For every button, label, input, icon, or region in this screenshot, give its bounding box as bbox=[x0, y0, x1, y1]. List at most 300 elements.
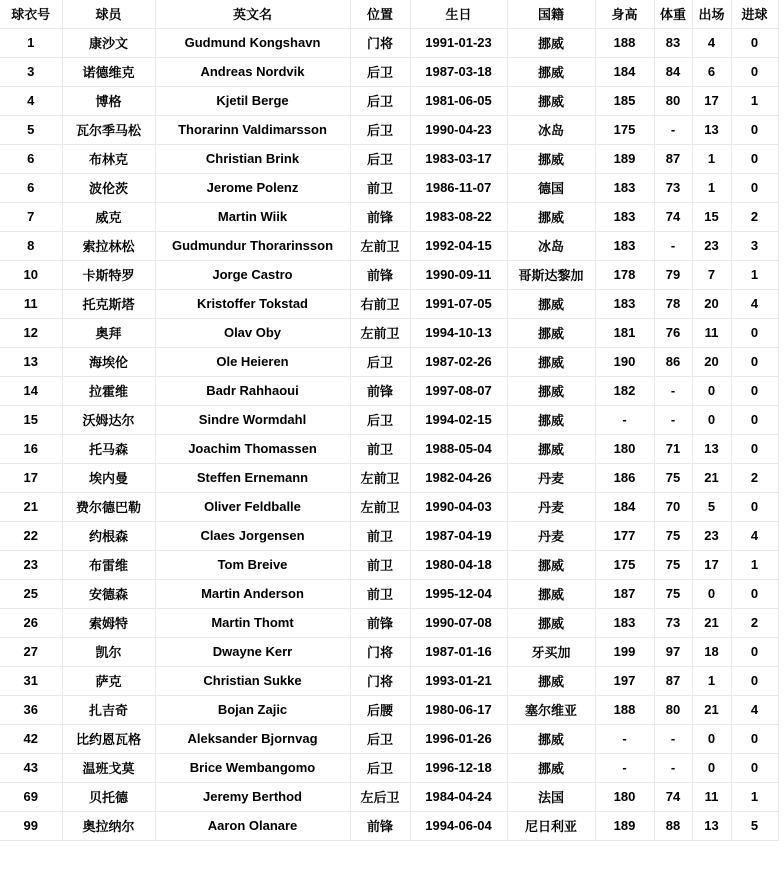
table-row bbox=[0, 753, 778, 782]
cell-player-name: 奥拉纳尔 bbox=[62, 811, 155, 840]
cell-nationality: 丹麦 bbox=[507, 521, 595, 550]
cell-nationality: 冰岛 bbox=[507, 115, 595, 144]
cell-jersey-number: 23 bbox=[0, 550, 62, 579]
cell-english-name: Gudmund Kongshavn bbox=[155, 28, 350, 57]
cell-jersey-number: 69 bbox=[0, 782, 62, 811]
cell-weight: 86 bbox=[654, 347, 692, 376]
cell-position: 后卫 bbox=[350, 405, 410, 434]
cell-height: 182 bbox=[595, 376, 654, 405]
cell-appearances: 23 bbox=[692, 521, 731, 550]
cell-jersey-number: 11 bbox=[0, 289, 62, 318]
cell-height: 183 bbox=[595, 231, 654, 260]
cell-goals: 0 bbox=[731, 28, 778, 57]
cell-player-name: 凯尔 bbox=[62, 637, 155, 666]
cell-weight: 74 bbox=[654, 782, 692, 811]
cell-birthdate: 1990-04-03 bbox=[410, 492, 507, 521]
cell-nationality: 挪威 bbox=[507, 289, 595, 318]
cell-birthdate: 1983-08-22 bbox=[410, 202, 507, 231]
cell-nationality: 挪威 bbox=[507, 86, 595, 115]
cell-birthdate: 1987-04-19 bbox=[410, 521, 507, 550]
table-row bbox=[0, 202, 778, 231]
cell-appearances: 7 bbox=[692, 260, 731, 289]
cell-appearances: 13 bbox=[692, 811, 731, 840]
cell-position: 左前卫 bbox=[350, 318, 410, 347]
cell-position: 前卫 bbox=[350, 579, 410, 608]
cell-weight: 79 bbox=[654, 260, 692, 289]
column-header-height: 身高 bbox=[595, 0, 654, 28]
cell-position: 前卫 bbox=[350, 434, 410, 463]
cell-goals: 1 bbox=[731, 782, 778, 811]
cell-weight: 73 bbox=[654, 173, 692, 202]
cell-position: 后卫 bbox=[350, 753, 410, 782]
cell-player-name: 瓦尔季马松 bbox=[62, 115, 155, 144]
table-row bbox=[0, 579, 778, 608]
table-row bbox=[0, 695, 778, 724]
cell-jersey-number: 22 bbox=[0, 521, 62, 550]
cell-player-name: 索拉林松 bbox=[62, 231, 155, 260]
cell-birthdate: 1997-08-07 bbox=[410, 376, 507, 405]
cell-player-name: 拉霍维 bbox=[62, 376, 155, 405]
cell-appearances: 1 bbox=[692, 173, 731, 202]
cell-nationality: 法国 bbox=[507, 782, 595, 811]
cell-weight: - bbox=[654, 231, 692, 260]
cell-appearances: 6 bbox=[692, 57, 731, 86]
cell-birthdate: 1990-09-11 bbox=[410, 260, 507, 289]
cell-appearances: 21 bbox=[692, 608, 731, 637]
cell-position: 后卫 bbox=[350, 115, 410, 144]
cell-birthdate: 1987-01-16 bbox=[410, 637, 507, 666]
cell-player-name: 康沙文 bbox=[62, 28, 155, 57]
cell-english-name: Steffen Ernemann bbox=[155, 463, 350, 492]
cell-goals: 5 bbox=[731, 811, 778, 840]
cell-weight: 76 bbox=[654, 318, 692, 347]
cell-birthdate: 1987-03-18 bbox=[410, 57, 507, 86]
column-header-position: 位置 bbox=[350, 0, 410, 28]
cell-english-name: Aleksander Bjornvag bbox=[155, 724, 350, 753]
cell-weight: - bbox=[654, 376, 692, 405]
cell-height: - bbox=[595, 405, 654, 434]
cell-player-name: 埃内曼 bbox=[62, 463, 155, 492]
cell-nationality: 尼日利亚 bbox=[507, 811, 595, 840]
cell-player-name: 奥拜 bbox=[62, 318, 155, 347]
cell-weight: - bbox=[654, 724, 692, 753]
cell-goals: 3 bbox=[731, 231, 778, 260]
table-row bbox=[0, 57, 778, 86]
cell-height: - bbox=[595, 753, 654, 782]
cell-english-name: Christian Brink bbox=[155, 144, 350, 173]
cell-nationality: 挪威 bbox=[507, 550, 595, 579]
cell-english-name: Brice Wembangomo bbox=[155, 753, 350, 782]
cell-english-name: Kjetil Berge bbox=[155, 86, 350, 115]
table-row bbox=[0, 521, 778, 550]
cell-height: 180 bbox=[595, 434, 654, 463]
cell-height: 175 bbox=[595, 550, 654, 579]
cell-jersey-number: 21 bbox=[0, 492, 62, 521]
cell-position: 门将 bbox=[350, 637, 410, 666]
table-row bbox=[0, 28, 778, 57]
cell-jersey-number: 27 bbox=[0, 637, 62, 666]
cell-goals: 1 bbox=[731, 86, 778, 115]
cell-appearances: 20 bbox=[692, 289, 731, 318]
cell-english-name: Ole Heieren bbox=[155, 347, 350, 376]
cell-nationality: 挪威 bbox=[507, 666, 595, 695]
cell-birthdate: 1994-06-04 bbox=[410, 811, 507, 840]
cell-player-name: 波伦茨 bbox=[62, 173, 155, 202]
cell-appearances: 0 bbox=[692, 405, 731, 434]
cell-player-name: 约根森 bbox=[62, 521, 155, 550]
cell-player-name: 海埃伦 bbox=[62, 347, 155, 376]
column-header-english-name: 英文名 bbox=[155, 0, 350, 28]
cell-player-name: 萨克 bbox=[62, 666, 155, 695]
table-row bbox=[0, 637, 778, 666]
cell-nationality: 挪威 bbox=[507, 347, 595, 376]
cell-birthdate: 1993-01-21 bbox=[410, 666, 507, 695]
cell-weight: 75 bbox=[654, 550, 692, 579]
cell-jersey-number: 4 bbox=[0, 86, 62, 115]
cell-position: 门将 bbox=[350, 666, 410, 695]
cell-height: 190 bbox=[595, 347, 654, 376]
cell-birthdate: 1996-12-18 bbox=[410, 753, 507, 782]
cell-position: 左后卫 bbox=[350, 782, 410, 811]
cell-weight: 88 bbox=[654, 811, 692, 840]
column-header-goals: 进球 bbox=[731, 0, 778, 28]
cell-jersey-number: 1 bbox=[0, 28, 62, 57]
cell-nationality: 挪威 bbox=[507, 57, 595, 86]
cell-birthdate: 1987-02-26 bbox=[410, 347, 507, 376]
cell-goals: 0 bbox=[731, 405, 778, 434]
cell-jersey-number: 36 bbox=[0, 695, 62, 724]
column-header-jersey-number: 球衣号 bbox=[0, 0, 62, 28]
cell-birthdate: 1991-01-23 bbox=[410, 28, 507, 57]
cell-nationality: 挪威 bbox=[507, 753, 595, 782]
table-row bbox=[0, 86, 778, 115]
cell-english-name: Joachim Thomassen bbox=[155, 434, 350, 463]
cell-height: 177 bbox=[595, 521, 654, 550]
cell-height: 185 bbox=[595, 86, 654, 115]
cell-nationality: 挪威 bbox=[507, 202, 595, 231]
cell-weight: 78 bbox=[654, 289, 692, 318]
cell-goals: 1 bbox=[731, 550, 778, 579]
cell-player-name: 布林克 bbox=[62, 144, 155, 173]
table-row bbox=[0, 724, 778, 753]
cell-position: 后卫 bbox=[350, 57, 410, 86]
cell-weight: 75 bbox=[654, 579, 692, 608]
cell-player-name: 沃姆达尔 bbox=[62, 405, 155, 434]
cell-appearances: 20 bbox=[692, 347, 731, 376]
cell-birthdate: 1994-10-13 bbox=[410, 318, 507, 347]
cell-english-name: Aaron Olanare bbox=[155, 811, 350, 840]
cell-weight: 75 bbox=[654, 463, 692, 492]
cell-english-name: Gudmundur Thorarinsson bbox=[155, 231, 350, 260]
cell-goals: 2 bbox=[731, 202, 778, 231]
cell-height: 188 bbox=[595, 695, 654, 724]
cell-nationality: 挪威 bbox=[507, 376, 595, 405]
cell-goals: 0 bbox=[731, 318, 778, 347]
cell-jersey-number: 3 bbox=[0, 57, 62, 86]
table-row bbox=[0, 115, 778, 144]
cell-player-name: 扎吉奇 bbox=[62, 695, 155, 724]
table-row bbox=[0, 260, 778, 289]
cell-jersey-number: 17 bbox=[0, 463, 62, 492]
cell-player-name: 安德森 bbox=[62, 579, 155, 608]
cell-jersey-number: 12 bbox=[0, 318, 62, 347]
cell-position: 左前卫 bbox=[350, 492, 410, 521]
cell-height: 181 bbox=[595, 318, 654, 347]
cell-english-name: Bojan Zajic bbox=[155, 695, 350, 724]
cell-nationality: 挪威 bbox=[507, 608, 595, 637]
cell-appearances: 0 bbox=[692, 753, 731, 782]
cell-nationality: 挪威 bbox=[507, 28, 595, 57]
cell-nationality: 挪威 bbox=[507, 144, 595, 173]
cell-nationality: 挪威 bbox=[507, 724, 595, 753]
cell-position: 门将 bbox=[350, 28, 410, 57]
cell-english-name: Olav Oby bbox=[155, 318, 350, 347]
cell-weight: - bbox=[654, 753, 692, 782]
cell-jersey-number: 15 bbox=[0, 405, 62, 434]
cell-birthdate: 1982-04-26 bbox=[410, 463, 507, 492]
cell-jersey-number: 10 bbox=[0, 260, 62, 289]
cell-nationality: 挪威 bbox=[507, 579, 595, 608]
cell-height: 186 bbox=[595, 463, 654, 492]
cell-player-name: 索姆特 bbox=[62, 608, 155, 637]
cell-weight: 71 bbox=[654, 434, 692, 463]
cell-jersey-number: 6 bbox=[0, 173, 62, 202]
cell-jersey-number: 26 bbox=[0, 608, 62, 637]
cell-birthdate: 1984-04-24 bbox=[410, 782, 507, 811]
cell-goals: 0 bbox=[731, 724, 778, 753]
column-header-player-name: 球员 bbox=[62, 0, 155, 28]
table-row bbox=[0, 492, 778, 521]
table-row bbox=[0, 144, 778, 173]
cell-nationality: 德国 bbox=[507, 173, 595, 202]
cell-height: - bbox=[595, 724, 654, 753]
cell-goals: 0 bbox=[731, 666, 778, 695]
cell-weight: 87 bbox=[654, 144, 692, 173]
cell-height: 183 bbox=[595, 202, 654, 231]
cell-birthdate: 1992-04-15 bbox=[410, 231, 507, 260]
cell-height: 180 bbox=[595, 782, 654, 811]
cell-jersey-number: 8 bbox=[0, 231, 62, 260]
cell-english-name: Kristoffer Tokstad bbox=[155, 289, 350, 318]
cell-jersey-number: 31 bbox=[0, 666, 62, 695]
cell-english-name: Dwayne Kerr bbox=[155, 637, 350, 666]
cell-position: 前锋 bbox=[350, 376, 410, 405]
cell-goals: 0 bbox=[731, 492, 778, 521]
cell-goals: 0 bbox=[731, 434, 778, 463]
cell-english-name: Martin Anderson bbox=[155, 579, 350, 608]
cell-appearances: 17 bbox=[692, 550, 731, 579]
cell-birthdate: 1996-01-26 bbox=[410, 724, 507, 753]
table-row bbox=[0, 347, 778, 376]
cell-english-name: Martin Wiik bbox=[155, 202, 350, 231]
cell-position: 前卫 bbox=[350, 521, 410, 550]
cell-height: 184 bbox=[595, 57, 654, 86]
header-row bbox=[0, 0, 778, 28]
cell-jersey-number: 7 bbox=[0, 202, 62, 231]
cell-goals: 2 bbox=[731, 463, 778, 492]
cell-appearances: 4 bbox=[692, 28, 731, 57]
cell-weight: 75 bbox=[654, 521, 692, 550]
cell-height: 197 bbox=[595, 666, 654, 695]
cell-nationality: 挪威 bbox=[507, 405, 595, 434]
cell-birthdate: 1981-06-05 bbox=[410, 86, 507, 115]
cell-position: 前锋 bbox=[350, 202, 410, 231]
cell-goals: 0 bbox=[731, 579, 778, 608]
table-row bbox=[0, 463, 778, 492]
cell-appearances: 11 bbox=[692, 318, 731, 347]
cell-nationality: 冰岛 bbox=[507, 231, 595, 260]
cell-appearances: 1 bbox=[692, 666, 731, 695]
cell-weight: 87 bbox=[654, 666, 692, 695]
table-row bbox=[0, 666, 778, 695]
cell-player-name: 威克 bbox=[62, 202, 155, 231]
cell-position: 后卫 bbox=[350, 724, 410, 753]
cell-jersey-number: 16 bbox=[0, 434, 62, 463]
cell-english-name: Jeremy Berthod bbox=[155, 782, 350, 811]
cell-position: 后卫 bbox=[350, 144, 410, 173]
cell-nationality: 丹麦 bbox=[507, 492, 595, 521]
cell-jersey-number: 14 bbox=[0, 376, 62, 405]
cell-appearances: 11 bbox=[692, 782, 731, 811]
cell-birthdate: 1983-03-17 bbox=[410, 144, 507, 173]
cell-jersey-number: 42 bbox=[0, 724, 62, 753]
cell-position: 后卫 bbox=[350, 347, 410, 376]
cell-jersey-number: 99 bbox=[0, 811, 62, 840]
cell-birthdate: 1994-02-15 bbox=[410, 405, 507, 434]
cell-goals: 2 bbox=[731, 608, 778, 637]
cell-player-name: 卡斯特罗 bbox=[62, 260, 155, 289]
cell-appearances: 0 bbox=[692, 724, 731, 753]
cell-appearances: 13 bbox=[692, 115, 731, 144]
cell-birthdate: 1986-11-07 bbox=[410, 173, 507, 202]
cell-goals: 4 bbox=[731, 521, 778, 550]
cell-goals: 0 bbox=[731, 144, 778, 173]
cell-weight: 97 bbox=[654, 637, 692, 666]
cell-birthdate: 1980-06-17 bbox=[410, 695, 507, 724]
cell-player-name: 温班戈莫 bbox=[62, 753, 155, 782]
cell-english-name: Badr Rahhaoui bbox=[155, 376, 350, 405]
cell-appearances: 0 bbox=[692, 579, 731, 608]
cell-birthdate: 1990-04-23 bbox=[410, 115, 507, 144]
cell-jersey-number: 13 bbox=[0, 347, 62, 376]
cell-birthdate: 1995-12-04 bbox=[410, 579, 507, 608]
cell-position: 前锋 bbox=[350, 811, 410, 840]
cell-height: 189 bbox=[595, 811, 654, 840]
cell-player-name: 托克斯塔 bbox=[62, 289, 155, 318]
cell-position: 前锋 bbox=[350, 260, 410, 289]
cell-english-name: Oliver Feldballe bbox=[155, 492, 350, 521]
cell-birthdate: 1991-07-05 bbox=[410, 289, 507, 318]
cell-player-name: 费尔德巴勒 bbox=[62, 492, 155, 521]
cell-goals: 4 bbox=[731, 289, 778, 318]
cell-english-name: Tom Breive bbox=[155, 550, 350, 579]
table-row bbox=[0, 608, 778, 637]
column-header-appearances: 出场 bbox=[692, 0, 731, 28]
cell-english-name: Martin Thomt bbox=[155, 608, 350, 637]
cell-weight: - bbox=[654, 115, 692, 144]
cell-player-name: 比约恩瓦格 bbox=[62, 724, 155, 753]
cell-player-name: 博格 bbox=[62, 86, 155, 115]
cell-weight: 74 bbox=[654, 202, 692, 231]
cell-english-name: Andreas Nordvik bbox=[155, 57, 350, 86]
cell-birthdate: 1990-07-08 bbox=[410, 608, 507, 637]
cell-goals: 4 bbox=[731, 695, 778, 724]
cell-appearances: 0 bbox=[692, 376, 731, 405]
cell-goals: 0 bbox=[731, 347, 778, 376]
cell-position: 前卫 bbox=[350, 550, 410, 579]
cell-height: 187 bbox=[595, 579, 654, 608]
cell-goals: 0 bbox=[731, 57, 778, 86]
cell-appearances: 21 bbox=[692, 695, 731, 724]
cell-position: 后腰 bbox=[350, 695, 410, 724]
cell-position: 后卫 bbox=[350, 86, 410, 115]
cell-jersey-number: 43 bbox=[0, 753, 62, 782]
cell-goals: 0 bbox=[731, 753, 778, 782]
column-header-birthdate: 生日 bbox=[410, 0, 507, 28]
cell-player-name: 托马森 bbox=[62, 434, 155, 463]
cell-height: 178 bbox=[595, 260, 654, 289]
cell-jersey-number: 5 bbox=[0, 115, 62, 144]
cell-appearances: 5 bbox=[692, 492, 731, 521]
cell-height: 189 bbox=[595, 144, 654, 173]
cell-appearances: 13 bbox=[692, 434, 731, 463]
cell-jersey-number: 6 bbox=[0, 144, 62, 173]
cell-english-name: Jerome Polenz bbox=[155, 173, 350, 202]
cell-goals: 0 bbox=[731, 173, 778, 202]
cell-goals: 0 bbox=[731, 115, 778, 144]
table-row bbox=[0, 173, 778, 202]
cell-nationality: 挪威 bbox=[507, 434, 595, 463]
cell-height: 184 bbox=[595, 492, 654, 521]
cell-weight: 73 bbox=[654, 608, 692, 637]
cell-appearances: 23 bbox=[692, 231, 731, 260]
cell-appearances: 15 bbox=[692, 202, 731, 231]
cell-position: 前锋 bbox=[350, 608, 410, 637]
table-row bbox=[0, 811, 778, 840]
cell-appearances: 18 bbox=[692, 637, 731, 666]
cell-english-name: Christian Sukke bbox=[155, 666, 350, 695]
cell-weight: 80 bbox=[654, 695, 692, 724]
table-row bbox=[0, 434, 778, 463]
table-row bbox=[0, 318, 778, 347]
cell-height: 188 bbox=[595, 28, 654, 57]
table-row bbox=[0, 231, 778, 260]
cell-position: 右前卫 bbox=[350, 289, 410, 318]
cell-appearances: 1 bbox=[692, 144, 731, 173]
cell-height: 199 bbox=[595, 637, 654, 666]
cell-weight: - bbox=[654, 405, 692, 434]
cell-nationality: 牙买加 bbox=[507, 637, 595, 666]
cell-weight: 83 bbox=[654, 28, 692, 57]
table-row bbox=[0, 376, 778, 405]
column-header-nationality: 国籍 bbox=[507, 0, 595, 28]
cell-position: 左前卫 bbox=[350, 231, 410, 260]
cell-weight: 84 bbox=[654, 57, 692, 86]
cell-nationality: 哥斯达黎加 bbox=[507, 260, 595, 289]
cell-english-name: Claes Jorgensen bbox=[155, 521, 350, 550]
cell-player-name: 贝托德 bbox=[62, 782, 155, 811]
cell-appearances: 21 bbox=[692, 463, 731, 492]
cell-english-name: Thorarinn Valdimarsson bbox=[155, 115, 350, 144]
table-row bbox=[0, 550, 778, 579]
cell-goals: 0 bbox=[731, 376, 778, 405]
cell-height: 175 bbox=[595, 115, 654, 144]
cell-height: 183 bbox=[595, 608, 654, 637]
cell-jersey-number: 25 bbox=[0, 579, 62, 608]
column-header-weight: 体重 bbox=[654, 0, 692, 28]
cell-height: 183 bbox=[595, 289, 654, 318]
table-row bbox=[0, 782, 778, 811]
